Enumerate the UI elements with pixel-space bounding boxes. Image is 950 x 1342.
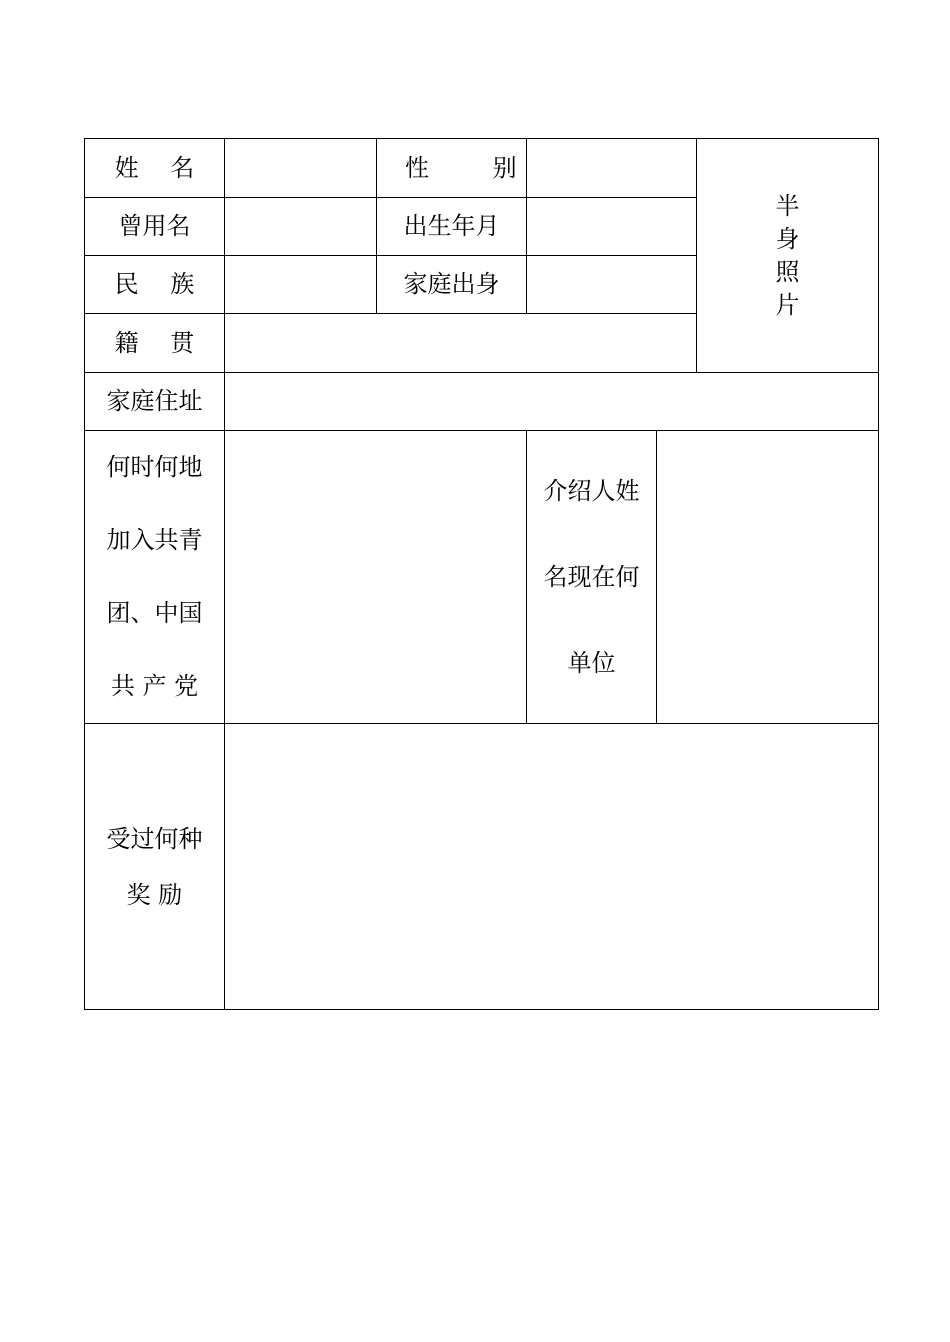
awards-field[interactable] bbox=[225, 724, 879, 1010]
former-name-field[interactable] bbox=[225, 198, 377, 256]
native-place-label: 籍 贯 bbox=[85, 314, 225, 373]
introducer-label-line-3: 单位 bbox=[567, 649, 616, 677]
photo-label: 半身照片 bbox=[775, 191, 800, 319]
introducer-label-line-2: 名现在何 bbox=[543, 563, 640, 591]
gender-label: 性 别 bbox=[377, 139, 527, 198]
join-party-label-line-3: 团、中国 bbox=[106, 599, 203, 627]
join-party-label-line-1: 何时何地 bbox=[106, 453, 203, 481]
birth-date-field[interactable] bbox=[527, 198, 697, 256]
join-party-label-line-4: 共 产 党 bbox=[110, 672, 199, 700]
name-label: 姓 名 bbox=[85, 139, 225, 198]
awards-label-line-2: 奖 励 bbox=[126, 880, 183, 909]
awards-label-line-1: 受过何种 bbox=[106, 824, 203, 853]
name-field[interactable] bbox=[225, 139, 377, 198]
ethnicity-label: 民 族 bbox=[85, 256, 225, 314]
photo-placeholder[interactable] bbox=[697, 139, 879, 373]
family-origin-field[interactable] bbox=[527, 256, 697, 314]
ethnicity-field[interactable] bbox=[225, 256, 377, 314]
introducer-field[interactable] bbox=[657, 431, 879, 724]
join-party-label-line-2: 加入共青 bbox=[106, 526, 203, 554]
introducer-label bbox=[527, 431, 657, 724]
former-name-label: 曾用名 bbox=[85, 198, 225, 256]
family-origin-label: 家庭出身 bbox=[377, 256, 527, 314]
native-place-field[interactable] bbox=[225, 314, 697, 373]
birth-date-label: 出生年月 bbox=[377, 198, 527, 256]
gender-field[interactable] bbox=[527, 139, 697, 198]
registration-form-table bbox=[84, 138, 879, 1010]
join-party-label bbox=[85, 431, 225, 724]
home-address-field[interactable] bbox=[225, 373, 879, 431]
introducer-label-line-1: 介绍人姓 bbox=[543, 477, 640, 505]
home-address-label: 家庭住址 bbox=[85, 373, 225, 431]
awards-label bbox=[85, 724, 225, 1010]
join-party-field[interactable] bbox=[225, 431, 527, 724]
